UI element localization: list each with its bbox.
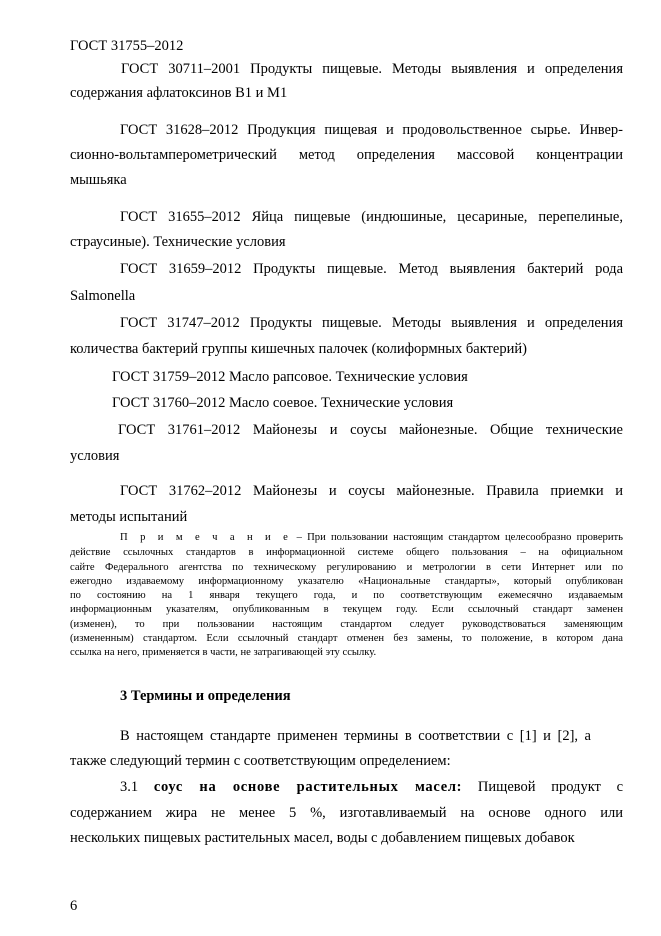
reference-line: ГОСТ 31628–2012 Продукция пищевая и продовольственное сырье. Инвер- xyxy=(120,122,623,138)
note-line: (измененным) стандартом. Если ссылочный стандарт отменен без замены, то положение, в котором дана xyxy=(70,633,623,644)
note-first-line xyxy=(120,531,623,545)
section-intro-line: В настоящем стандарте применен термины в соответствии с [1] и [2], а xyxy=(120,728,591,744)
term-definition-line: нескольких пищевых растительных масел, воды с добавлением пищевых добавок xyxy=(70,830,575,846)
reference-line: мышьяка xyxy=(70,172,127,188)
reference-line: Salmonella xyxy=(70,288,136,304)
term-definition-start: Пищевой продукт с xyxy=(477,779,624,795)
reference-line: ГОСТ 31655–2012 Яйца пищевые (индюшиные, цесариные, перепелиные, xyxy=(120,209,623,225)
note-line: информационным указателям, опубликованным в текущем году. Если ссылочный стандарт заменен xyxy=(70,604,623,615)
note-text: – При пользовании настоящим стандартом целесообразно проверить xyxy=(291,532,623,543)
term-number: 3.1 xyxy=(120,779,139,795)
reference-line: ГОСТ 31762–2012 Майонезы и соусы майонезные. Правила приемки и xyxy=(120,483,623,499)
section-intro-line: также следующий термин с соответствующим определением: xyxy=(70,753,451,769)
term-definition-line: содержанием жира не менее 5 %, изготавливаемый на основе одного или xyxy=(70,805,623,821)
page-number: 6 xyxy=(70,898,78,914)
reference-line: страусиные). Технические условия xyxy=(70,234,286,250)
note-line: ссылка на него, применяется в части, не затрагивающей эту ссылку. xyxy=(70,647,377,658)
reference-line: ГОСТ 31761–2012 Майонезы и соусы майонезные. Общие технические xyxy=(118,422,623,438)
note-line: сайте Федерального агентства по техническому регулированию и метрологии в сети Интернет или по xyxy=(70,562,623,573)
reference-line: условия xyxy=(70,448,120,464)
reference-line: сионно-вольтамперометрический метод определения массовой концентрации xyxy=(70,147,623,163)
term-title: соус на основе растительных масел: xyxy=(153,779,463,795)
reference-line: ГОСТ 31760–2012 Масло соевое. Технические условия xyxy=(112,395,454,411)
note-line: по состоянию на 1 января текущего года, и по соответствующим ежемесячно издаваемым xyxy=(70,590,623,601)
reference-line: ГОСТ 30711–2001 Продукты пищевые. Методы выявления и определения xyxy=(121,61,623,77)
note-line: (изменен), то при пользовании настоящим стандартом следует руководствоваться заменяющим xyxy=(70,619,623,630)
reference-line: содержания афлатоксинов В1 и М1 xyxy=(70,85,288,101)
document-header: ГОСТ 31755–2012 xyxy=(70,38,184,54)
note-line: действие ссылочных стандартов в информационной системе общего пользования – на официальном xyxy=(70,547,623,558)
reference-line: методы испытаний xyxy=(70,509,188,525)
reference-line: ГОСТ 31747–2012 Продукты пищевые. Методы выявления и определения xyxy=(120,315,623,331)
reference-line: ГОСТ 31659–2012 Продукты пищевые. Метод выявления бактерий рода xyxy=(120,261,623,277)
note-label: П р и м е ч а н и е xyxy=(120,532,292,543)
section-heading: 3 Термины и определения xyxy=(120,688,291,704)
term-line xyxy=(120,778,623,796)
reference-line: количества бактерий группы кишечных палочек (колиформных бактерий) xyxy=(70,341,527,357)
reference-line: ГОСТ 31759–2012 Масло рапсовое. Технические условия xyxy=(112,369,468,385)
note-line: ежегодно издаваемому информационному указателю «Национальные стандарты», который опубликован xyxy=(70,576,623,587)
